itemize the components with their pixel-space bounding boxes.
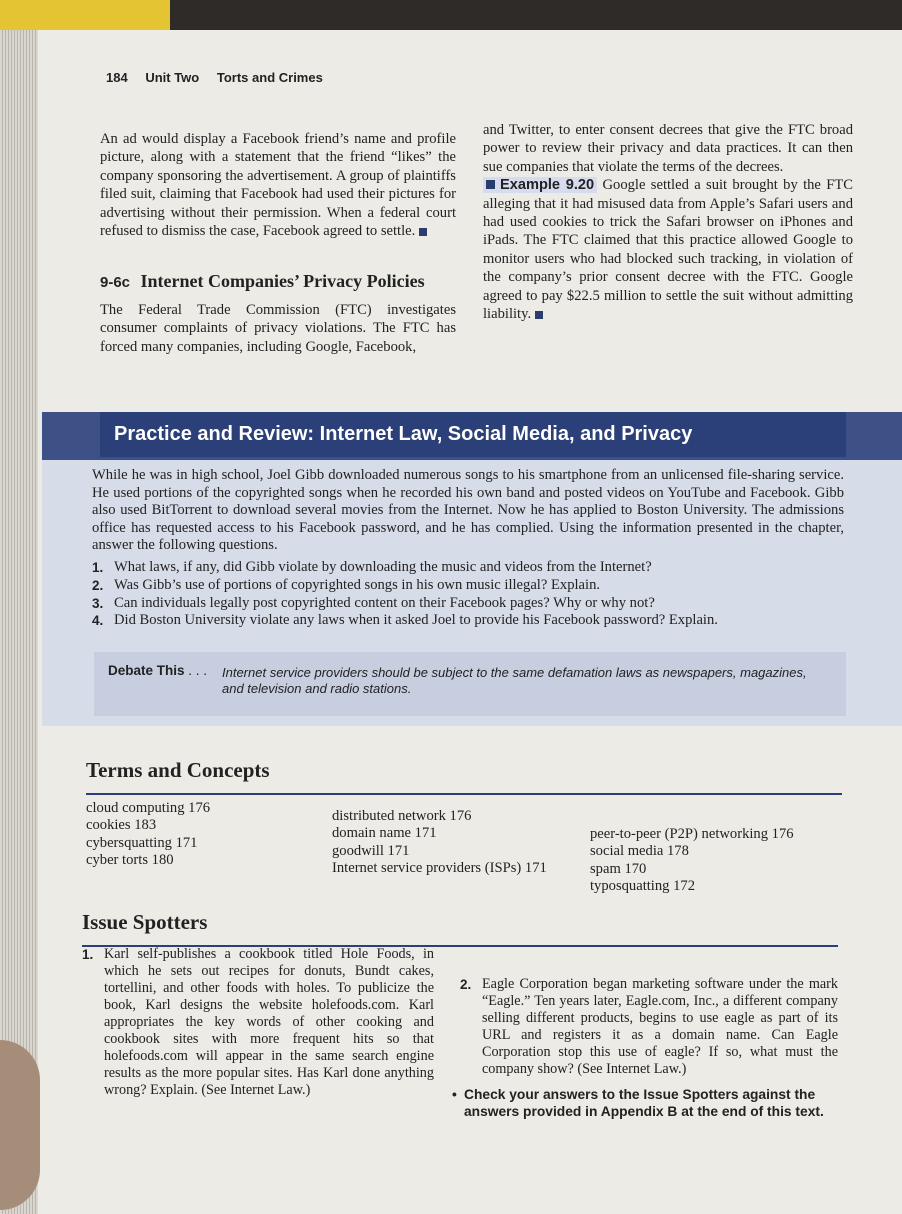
terms-heading: Terms and Concepts: [86, 758, 270, 782]
left-paragraph-1: An ad would display a Facebook friend’s name and profile picture, along with a statement that the friend “likes” the company sponsoring the advertisement. A group of plaintiffs filed suit, claiming that Facebook had used their pictures for advertising without their permission. When a federal court refused to dismiss the case, Facebook agreed to settle.: [100, 131, 456, 240]
review-content: [92, 467, 844, 630]
term-item: cybersquatting 171: [86, 834, 198, 851]
term-item: Internet service providers (ISPs) 171: [332, 860, 547, 877]
debate-label: Debate This . . .: [108, 663, 208, 678]
terms-column-1: [86, 800, 210, 870]
question-item: 4. Did Boston University violate any laws when it asked Joel to provide his Facebook password? Explain.: [92, 612, 718, 629]
end-of-example-mark: [535, 311, 543, 319]
page-number: 184: [106, 70, 128, 85]
term-item: typosquatting 172: [590, 878, 695, 895]
terms-divider: [86, 793, 842, 795]
page-edges: [0, 30, 38, 1214]
term-item: domain name 171: [332, 825, 437, 842]
end-of-example-mark: [419, 228, 427, 236]
example-label: Example 9.20: [483, 177, 597, 193]
issue-spotters-heading: Issue Spotters: [82, 910, 208, 934]
question-item: 2. Was Gibb’s use of portions of copyrighted songs in his own music illegal? Explain.: [92, 576, 601, 593]
issue-spotter-1: 1. Karl self-publishes a cookbook titled Hole Foods, in which he sets out recipes for donuts, Bundt cakes, tortellini, and other foods with holes. To publicize the book, Karl designs the website holefoods.com. Karl appropriates the key words of other cooking and cookbook sites with more frequent hits so that holefoods.com will appear in the same search engine results as the more popular sites. Has Karl done anything wrong? Explain. (See Internet Law.): [82, 946, 434, 1098]
section-label: Torts and Crimes: [216, 70, 323, 85]
term-item: distributed network 176: [332, 808, 472, 824]
question-item: 3. Can individuals legally post copyrighted content on their Facebook pages? Why or why not?: [92, 594, 655, 611]
right-paragraph-1: and Twitter, to enter consent decrees that give the FTC broad power to review their privacy and data practices. It can then sue companies that violate the terms of the decrees.: [483, 122, 853, 175]
term-item: cyber torts 180: [86, 852, 174, 869]
issue-spotter-2: 2. Eagle Corporation began marketing software under the mark “Eagle.” Ten years later, Eagle.com, Inc., a different company selling different products, begins to use eagle as part of its URL and registers it as a domain name. Can Eagle Corporation stop this use of eagle? If so, what must the company show? (See Internet Law.): [460, 976, 838, 1077]
review-intro: While he was in high school, Joel Gibb downloaded numerous songs to his smartphone from an unlicensed file-sharing service. He used portions of the copyrighted songs when he recorded his own band and posted videos on YouTube and Facebook. Gibb also used BitTorrent to download several movies from the Internet. Now he has applied to Boston University. The admissions office has requested access to his Facebook password, and he has complied. Using the information presented in the chapter, answer the following questions.: [92, 467, 844, 554]
example-paragraph: [483, 176, 853, 323]
terms-column-2: [332, 808, 547, 878]
debate-text: Internet service providers should be subject to the same defamation laws as newspapers, magazines, and television and radio stations.: [222, 665, 807, 696]
thumb: [0, 1040, 40, 1210]
section-number: 9-6c: [100, 274, 131, 292]
review-questions: [92, 559, 844, 630]
unit-label: Unit Two: [145, 70, 200, 85]
running-header: [106, 70, 323, 85]
example-text: Google settled a suit brought by the FTC alleging that it had misused data from Apple’s Safari users and had used cookies to trick the Safari browser on iPhones and iPads. The FTC claimed that this practice allowed Google to monitor users who had blocked such tracking, in violation of the company’s prior consent decree with the FTC. Google agreed to pay $22.5 million to settle the suit without admitting liability.: [483, 177, 853, 323]
bullet-icon: •: [452, 1087, 457, 1102]
term-item: goodwill 171: [332, 842, 410, 859]
term-item: peer-to-peer (P2P) networking 176: [590, 826, 794, 842]
right-column: [483, 121, 853, 323]
term-item: cloud computing 176: [86, 800, 211, 816]
review-title: Practice and Review: Internet Law, Social Media, and Privacy: [100, 412, 846, 457]
terms-column-3: [590, 826, 794, 896]
term-item: spam 170: [590, 860, 647, 877]
example-square-icon: [486, 180, 495, 189]
check-answers-note: • Check your answers to the Issue Spotters against the answers provided in Appendix B at the end of this text.: [452, 1087, 824, 1119]
left-paragraph-2: The Federal Trade Commission (FTC) investigates consumer complaints of privacy violations. The FTC has forced many companies, including Google, Facebook,: [100, 301, 456, 355]
question-item: 1. What laws, if any, did Gibb violate by downloading the music and videos from the Internet?: [92, 558, 652, 575]
term-item: social media 178: [590, 843, 689, 860]
section-title: Internet Companies’ Privacy Policies: [140, 271, 425, 292]
term-item: cookies 183: [86, 817, 157, 834]
left-column: [100, 130, 456, 356]
section-heading: [100, 272, 456, 292]
